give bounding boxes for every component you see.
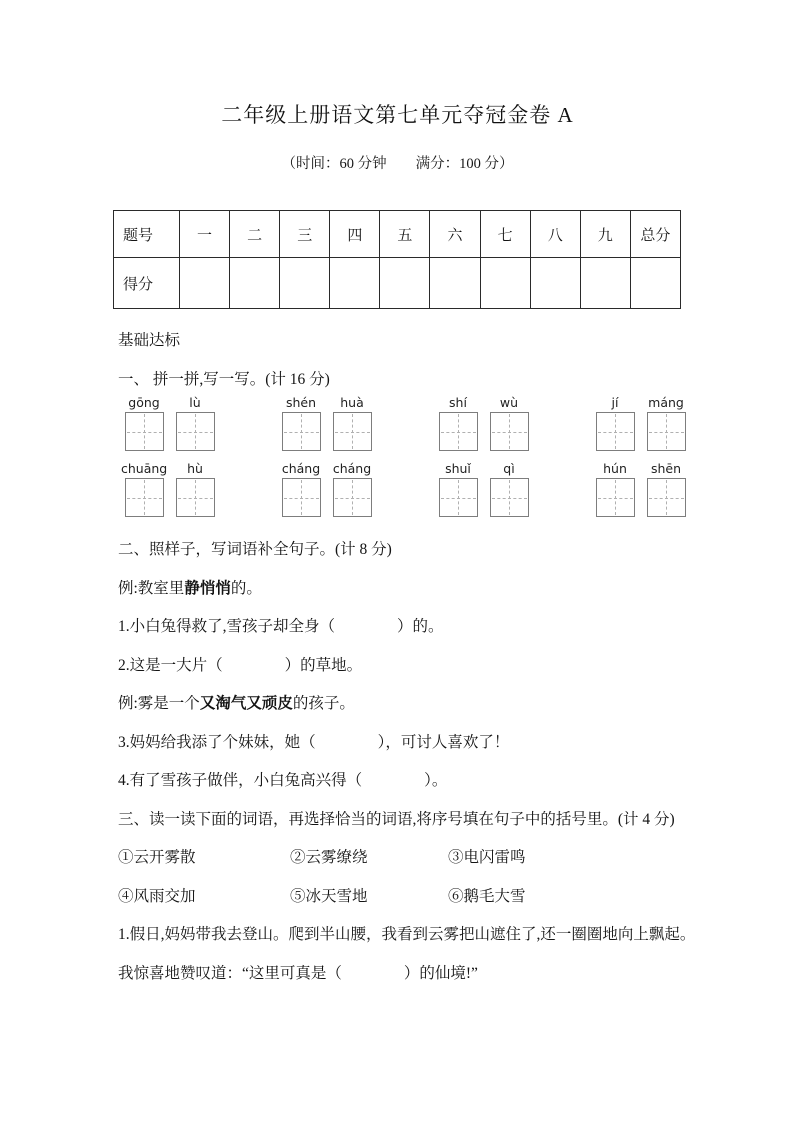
tianzige-dashed-vertical (666, 480, 667, 515)
example2-prefix: 例:雾是一个 (118, 695, 200, 712)
score-table-corner-label: 题号 (114, 211, 180, 258)
word-option: ②云雾缭绕 (290, 849, 368, 866)
pinyin-syllable-column (278, 395, 324, 451)
score-cell (180, 258, 230, 309)
score-table-column-header: 八 (530, 211, 580, 258)
score-table-column-header: 九 (580, 211, 630, 258)
question2-example2 (118, 685, 703, 724)
pinyin-syllable-column (172, 461, 218, 517)
score-cell (330, 258, 380, 309)
score-table-score-row (114, 258, 681, 309)
example1-prefix: 例:教室里 (118, 579, 185, 597)
tianzige-writing-box (282, 412, 321, 451)
pinyin-row (121, 461, 682, 517)
question3-item1: 1.假日,妈妈带我去登山。爬到半山腰，我看到云雾把山遮住了,还一圈圈地向上飘起。我惊喜地赞叹道：“这里可真是（ ）的仙境!” (118, 926, 696, 982)
pinyin-word-group (592, 395, 689, 451)
tianzige-writing-box (647, 412, 686, 451)
pinyin-label: shí (449, 395, 467, 410)
score-table-column-header: 五 (380, 211, 430, 258)
score-table-column-header: 总分 (630, 211, 680, 258)
question1-title: 一、 拼一拼,写一写。(计 16 分) (118, 371, 330, 388)
tianzige-dashed-vertical (458, 414, 459, 449)
tianzige-writing-box (282, 478, 321, 517)
pinyin-word-group (435, 395, 532, 451)
pinyin-label: jí (611, 395, 619, 410)
score-cell (430, 258, 480, 309)
score-cell (280, 258, 330, 309)
word-option: ③电闪雷鸣 (448, 849, 526, 866)
question2-block (118, 531, 703, 993)
pinyin-label: lù (189, 395, 201, 410)
exam-time-score-line: （时间：60 分钟 满分：100 分） (281, 156, 514, 172)
pinyin-label: gōng (128, 395, 160, 410)
pinyin-label: cháng (281, 461, 321, 476)
tianzige-dashed-vertical (352, 414, 353, 449)
page-title: 二年级上册语文第七单元夺冠金卷 A (221, 103, 574, 127)
score-cell (530, 258, 580, 309)
tianzige-writing-box (490, 478, 529, 517)
score-table-column-header: 四 (330, 211, 380, 258)
pinyin-label: chuāng (121, 461, 168, 476)
tianzige-dashed-vertical (509, 414, 510, 449)
pinyin-syllable-column (592, 395, 638, 451)
pinyin-syllable-column (329, 461, 375, 517)
tianzige-writing-box (176, 478, 215, 517)
pinyin-syllable-column (592, 461, 638, 517)
score-cell (580, 258, 630, 309)
tianzige-dashed-vertical (352, 480, 353, 515)
score-table-column-header: 三 (280, 211, 330, 258)
pinyin-label: shuǐ (445, 461, 471, 476)
pinyin-label: hù (187, 461, 203, 476)
example1-bold-word: 静悄悄 (184, 579, 231, 597)
score-cell (630, 258, 680, 309)
score-cell (380, 258, 430, 309)
tianzige-writing-box (176, 412, 215, 451)
tianzige-dashed-vertical (458, 480, 459, 515)
score-cell (230, 258, 280, 309)
pinyin-syllable-column (278, 461, 324, 517)
tianzige-dashed-vertical (615, 480, 616, 515)
pinyin-syllable-column (643, 395, 689, 451)
score-table-column-header: 六 (430, 211, 480, 258)
example2-bold-word: 又淘气又顽皮 (199, 695, 293, 712)
tianzige-writing-box (596, 412, 635, 451)
pinyin-label: máng (648, 395, 684, 410)
pinyin-syllable-column (486, 395, 532, 451)
question3-options-grid (118, 839, 703, 916)
section-header: 基础达标 (118, 332, 181, 349)
example2-suffix: 的孩子。 (292, 695, 355, 712)
tianzige-writing-box (333, 412, 372, 451)
question2-item2: 2.这是一大片（ ）的草地。 (118, 656, 363, 674)
tianzige-dashed-vertical (615, 414, 616, 449)
word-option: ⑤冰天雪地 (290, 887, 368, 905)
tianzige-dashed-vertical (301, 480, 302, 515)
pinyin-word-group (278, 461, 375, 517)
question2-item4: 4.有了雪孩子做伴，小白兔高兴得（ ）。 (118, 772, 448, 789)
word-option: ①云开雾散 (118, 849, 196, 866)
pinyin-syllable-column (435, 461, 481, 517)
question2-example1 (118, 570, 703, 609)
score-table-column-header: 二 (230, 211, 280, 258)
score-cell (480, 258, 530, 309)
pinyin-label: shēn (650, 461, 682, 476)
score-table-column-header: 一 (180, 211, 230, 258)
word-option: ⑥鹅毛大雪 (448, 887, 526, 905)
tianzige-writing-box (439, 478, 478, 517)
tianzige-writing-box (125, 478, 164, 517)
score-row-label: 得分 (114, 258, 180, 309)
question2-title: 二、照样子，写词语补全句子。(计 8 分) (118, 541, 392, 558)
pinyin-label: huà (340, 395, 364, 410)
pinyin-word-group (121, 395, 218, 451)
pinyin-syllable-column (435, 395, 481, 451)
pinyin-syllable-column (643, 461, 689, 517)
pinyin-label: hún (603, 461, 627, 476)
tianzige-dashed-vertical (144, 414, 145, 449)
tianzige-dashed-vertical (144, 480, 145, 515)
question2-item1: 1.小白兔得救了,雪孩子却全身（ ）的。 (118, 618, 444, 635)
example1-suffix: 的。 (230, 579, 262, 597)
tianzige-dashed-vertical (301, 414, 302, 449)
pinyin-word-group (121, 461, 218, 517)
tianzige-writing-box (333, 478, 372, 517)
tianzige-writing-box (647, 478, 686, 517)
pinyin-label: cháng (332, 461, 372, 476)
tianzige-writing-box (439, 412, 478, 451)
pinyin-syllable-column (121, 461, 168, 517)
pinyin-write-grid (121, 395, 684, 517)
tianzige-dashed-vertical (666, 414, 667, 449)
score-table (113, 210, 681, 309)
pinyin-label: shén (285, 395, 317, 410)
pinyin-row (121, 395, 684, 451)
question3-title: 三、读一读下面的词语，再选择恰当的词语,将序号填在句子中的括号里。(计 4 分) (118, 810, 675, 828)
tianzige-dashed-vertical (509, 480, 510, 515)
pinyin-label: qì (503, 461, 515, 476)
pinyin-word-group (592, 461, 689, 517)
tianzige-writing-box (596, 478, 635, 517)
word-option: ④风雨交加 (118, 887, 196, 905)
tianzige-dashed-vertical (195, 414, 196, 449)
pinyin-word-group (278, 395, 375, 451)
score-table-header-row (114, 211, 681, 258)
pinyin-word-group (435, 461, 532, 517)
pinyin-label: wù (499, 395, 519, 410)
pinyin-syllable-column (121, 395, 167, 451)
tianzige-dashed-vertical (195, 480, 196, 515)
pinyin-syllable-column (329, 395, 375, 451)
tianzige-writing-box (490, 412, 529, 451)
pinyin-syllable-column (172, 395, 218, 451)
question2-item3: 3.妈妈给我添了个妹妹，她（ ），可讨人喜欢了！ (118, 733, 510, 751)
score-table-column-header: 七 (480, 211, 530, 258)
tianzige-writing-box (125, 412, 164, 451)
pinyin-syllable-column (486, 461, 532, 517)
